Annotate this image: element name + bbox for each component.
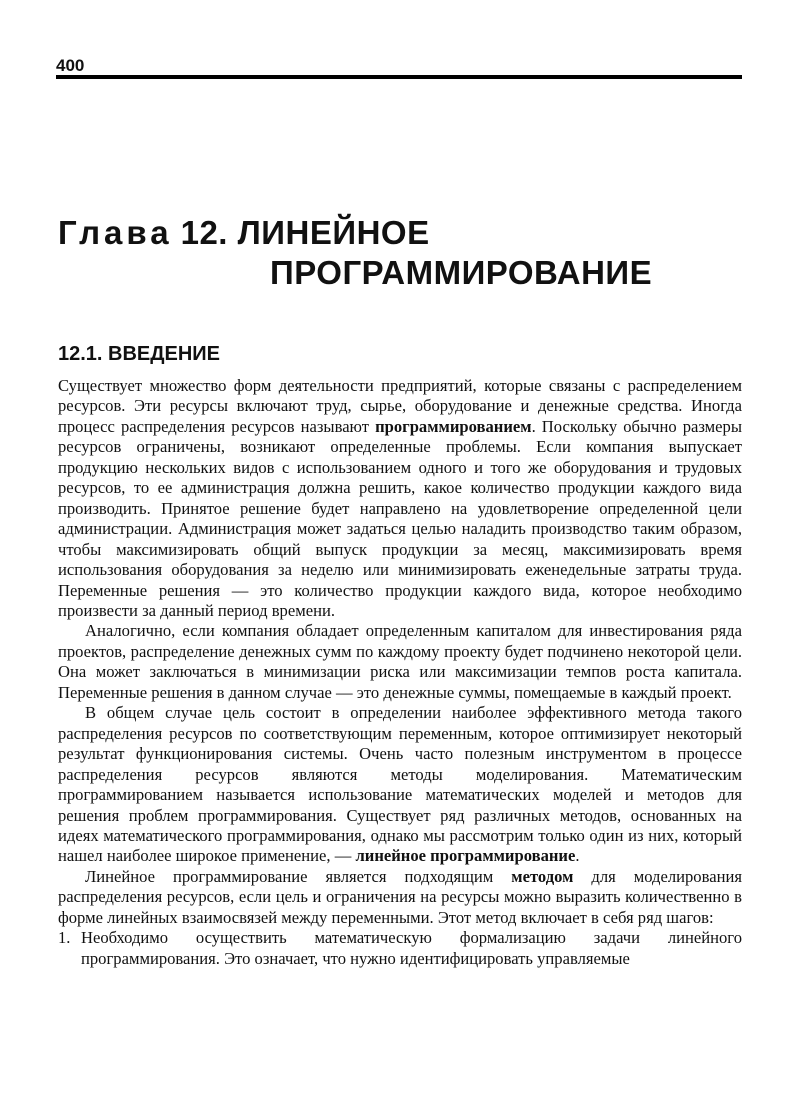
- paragraph-1: [58, 376, 742, 621]
- header-rule: [56, 75, 742, 79]
- paragraph-2: Аналогично, если компания обладает определенным капиталом для инвестирования ряда проектов, распределение денежных сумм по каждому проекту будет подчинено некоторой цели. Она может заключаться в минимизации риска или максимизации темпов роста капитала. Переменные решения в данном случае — это денежные суммы, помещаемые в каждый проект.: [58, 621, 742, 702]
- chapter-label: Глава: [58, 214, 173, 251]
- paragraph-3-text-c: .: [575, 846, 580, 866]
- chapter-title: [58, 208, 430, 258]
- list-item-number: 1.: [58, 928, 71, 948]
- list-item: [58, 928, 742, 969]
- paragraph-4: [58, 867, 742, 928]
- term-linear-programming: линейное программирование: [355, 846, 576, 866]
- term-programming: программированием: [375, 416, 532, 436]
- paragraph-1-text-a: Существует множество форм деятельности предприятий, которые связаны с распределением ресурсов. Эти ресурсы включают труд, сырье, оборудование и денежные средства. Иногда процесс распределения ресурсов называют: [58, 376, 742, 436]
- page-number: 400: [56, 56, 85, 75]
- chapter-number-title: 12. ЛИНЕЙНОЕ: [180, 214, 430, 251]
- paragraph-1-text-c: . Поскольку обычно размеры ресурсов ограничены, возникают определенные проблемы. Если компания выпускает продукцию нескольких видов с использованием одного и того же оборудования и трудовых ресурсов, то ее администрация должна решить, какое количество продукции каждого вида производить. Принятое решение будет направлено на удовлетворение определенной цели администрации. Администрация может задаться целью наладить производство таким образом, чтобы максимизировать общий выпуск продукции за месяц, максимизировать время использования оборудования за неделю или минимизировать еженедельные затраты труда. Переменные решения — это количество продукции каждого вида, которое необходимо произвести за данный период времени.: [58, 416, 742, 620]
- section-heading: 12.1. ВВЕДЕНИЕ: [58, 343, 221, 365]
- paragraph-3-text-a: В общем случае цель состоит в определении наиболее эффективного метода такого распределения ресурсов по соответствующим переменным, которое оптимизирует некоторый результат функционирования системы. Очень часто полезным инструментом в процессе распределения ресурсов являются методы моделирования. Математическим программированием называется использование математических моделей и методов для решения проблем программирования. Существует ряд различных методов, основанных на идеях математического программирования, однако мы рассмотрим только один из них, который нашел наиболее широкое применение, —: [58, 703, 742, 866]
- term-method: методом: [511, 866, 574, 886]
- chapter-title-line2: ПРОГРАММИРОВАНИЕ: [270, 254, 653, 291]
- paragraph-3: [58, 703, 742, 867]
- paragraph-4-text-c: для моделирования распределения ресурсов, если цель и ограничения на ресурсы можно выразить количественно в форме линейных взаимосвязей между переменными. Этот метод включает в себя ряд шагов:: [58, 866, 742, 927]
- body-text: [58, 376, 742, 969]
- paragraph-4-text-a: Линейное программирование является подходящим: [85, 866, 512, 886]
- list-item-text: Необходимо осуществить математическую формализацию задачи линейного программирования. Это означает, что нужно идентифицировать управляемые: [81, 928, 742, 968]
